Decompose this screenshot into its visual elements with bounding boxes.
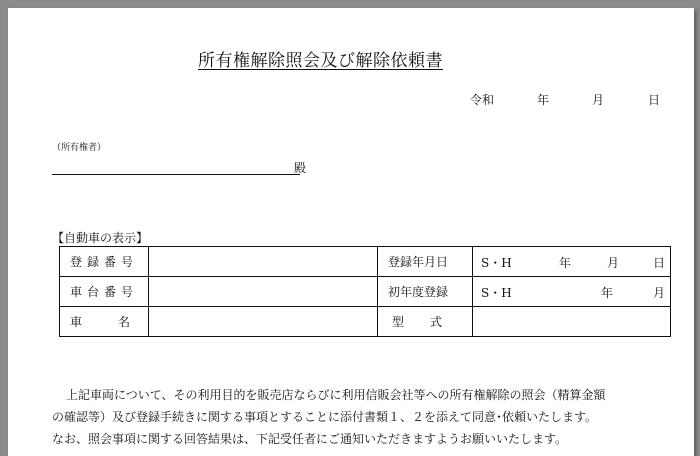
registration-month-unit: 月 [607, 256, 620, 270]
first-registration-era: S・H [481, 286, 512, 300]
chassis-number-label: 車台番号 [60, 277, 149, 307]
registration-number-label: 登録番号 [60, 247, 149, 277]
consent-line: の確認等）及び登録手続きに関する事項とすることに添付書類１、２を添えて同意･依頼いたします。 [52, 410, 598, 424]
vehicle-table [59, 246, 671, 337]
vehicle-section-label: 【自動車の表示】 [52, 231, 149, 245]
date-month: 月 [592, 93, 605, 107]
table-row [60, 307, 671, 337]
consent-line: なお、照会事項に関する回答結果は、下記受任者にご通知いただきますようお願いいたします。 [52, 432, 568, 446]
model-type-label: 型式 [378, 307, 473, 337]
first-registration-label: 初年度登録 [378, 277, 473, 307]
registration-year-unit: 年 [559, 256, 572, 270]
model-type-field[interactable] [473, 307, 671, 337]
document-title: 所有権解除照会及び解除依頼書 [198, 51, 443, 71]
registration-number-field[interactable] [149, 247, 378, 277]
table-row [60, 277, 671, 307]
date-era: 令和 [470, 93, 495, 107]
owner-honorific: 殿 [294, 161, 307, 175]
owner-name-line[interactable] [52, 174, 300, 175]
registration-date-label: 登録年月日 [378, 247, 473, 277]
owner-label: （所有権者） [52, 143, 107, 153]
date-day: 日 [648, 93, 661, 107]
registration-day-unit: 日 [653, 256, 666, 270]
consent-text [52, 384, 682, 450]
first-registration-field[interactable] [473, 277, 671, 307]
chassis-number-field[interactable] [149, 277, 378, 307]
table-row [60, 247, 671, 277]
date-year: 年 [537, 93, 550, 107]
consent-line: 上記車両について、その利用目的を販売店ならびに利用信販会社等への所有権解除の照会（精算金額 [66, 388, 606, 402]
car-name-field[interactable] [149, 307, 378, 337]
first-registration-month-unit: 月 [653, 286, 666, 300]
registration-date-field[interactable] [473, 247, 671, 277]
first-registration-year-unit: 年 [601, 286, 614, 300]
registration-era: S・H [481, 256, 512, 270]
car-name-label: 車名 [60, 307, 149, 337]
form-paper [8, 8, 694, 456]
